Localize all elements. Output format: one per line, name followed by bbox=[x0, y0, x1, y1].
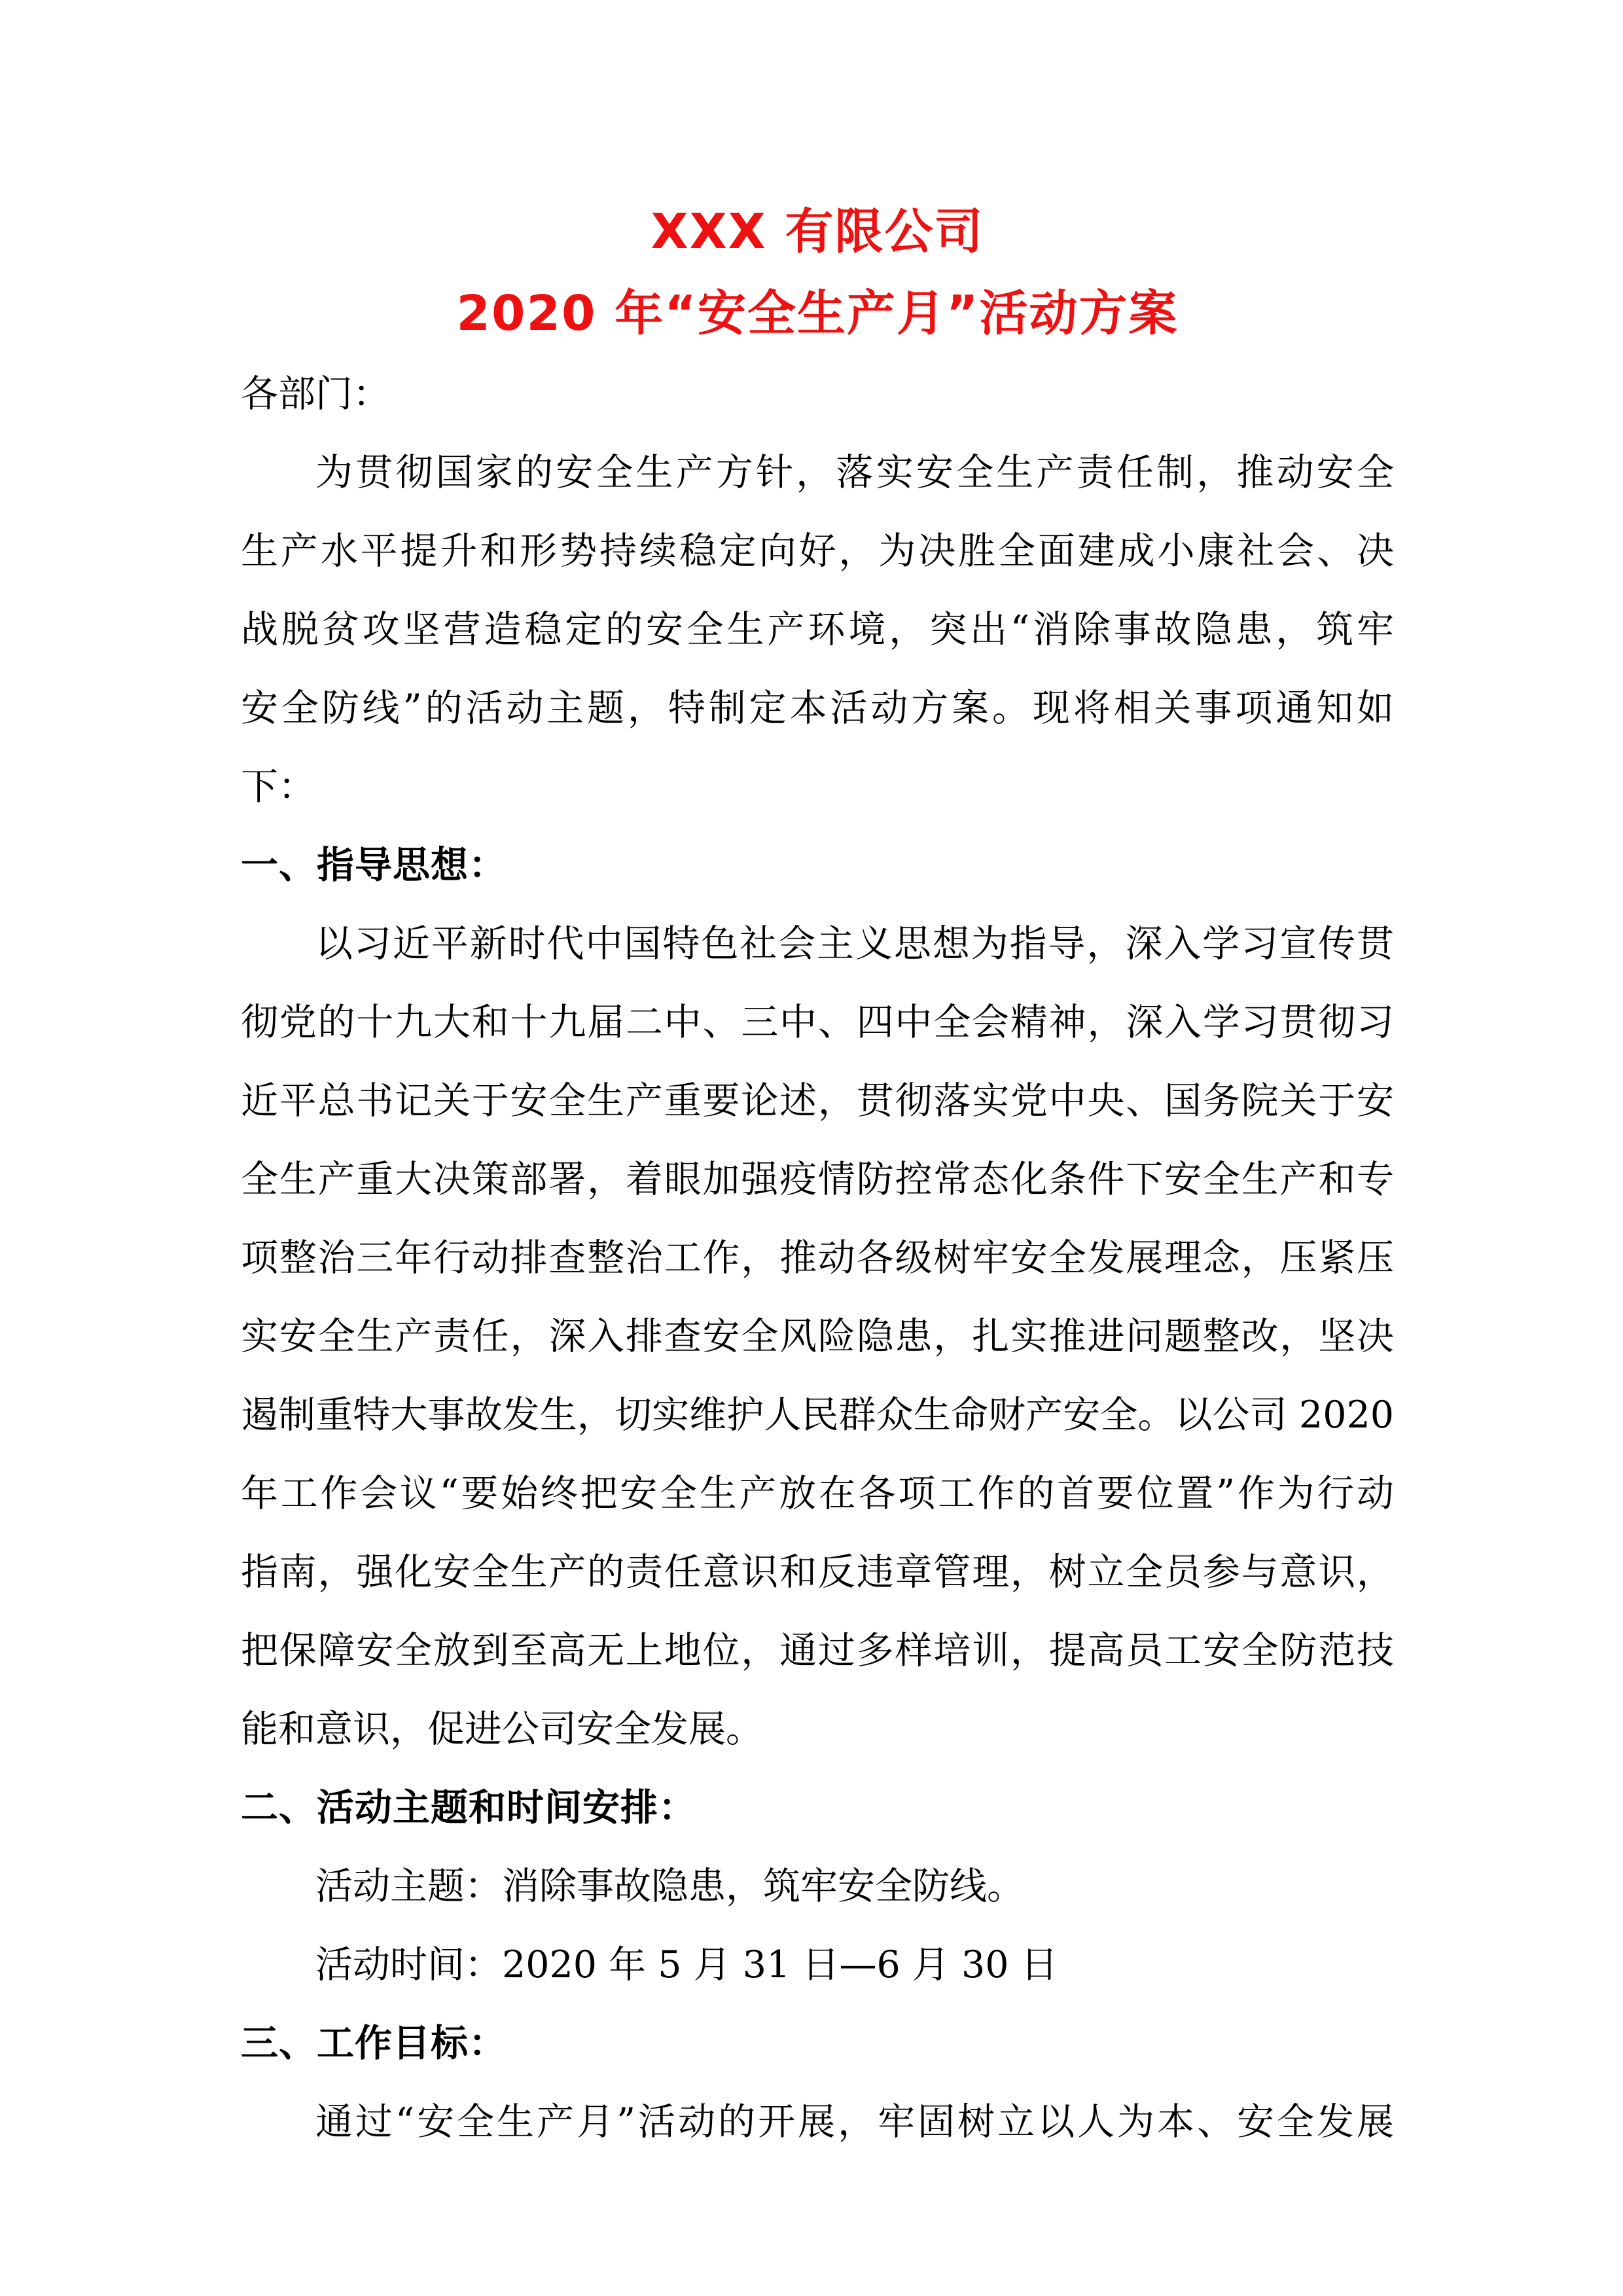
body-line: 能和意识，促进公司安全发展。 bbox=[241, 1708, 763, 1751]
body-line: 活动主题：消除事故隐患，筑牢安全防线。 bbox=[315, 1865, 1024, 1908]
doc-title-plan: 2020 年“安全生产月”活动方案 bbox=[456, 285, 1179, 342]
body-line: 年工作会议“要始终把安全生产放在各项工作的首要位置”作为行动 bbox=[241, 1472, 1394, 1515]
body-line: 把保障安全放到至高无上地位，通过多样培训，提高员工安全防范技 bbox=[241, 1629, 1394, 1672]
body-line: 生产水平提升和形势持续稳定向好，为决胜全面建成小康社会、决 bbox=[241, 529, 1394, 573]
body-line: 近平总书记关于安全生产重要论述，贯彻落实党中央、国务院关于安 bbox=[241, 1079, 1394, 1122]
doc-title-company: XXX 有限公司 bbox=[651, 204, 984, 260]
body-line: 项整治三年行动排查整治工作，推动各级树牢安全发展理念，压紧压 bbox=[241, 1236, 1394, 1280]
section-heading: 二、活动主题和时间安排： bbox=[241, 1785, 696, 1829]
body-line: 战脱贫攻坚营造稳定的安全生产环境，突出“消除事故隐患，筑牢 bbox=[241, 608, 1394, 651]
body-line: 实安全生产责任，深入排查安全风险隐患，扎实推进问题整改，坚决 bbox=[241, 1315, 1394, 1358]
body-line: 安全防线”的活动主题，特制定本活动方案。现将相关事项通知如 bbox=[241, 687, 1394, 730]
body-line: 指南，强化安全生产的责任意识和反违章管理，树立全员参与意识， bbox=[241, 1551, 1394, 1594]
section-heading: 三、工作目标： bbox=[241, 2021, 507, 2065]
body-line: 活动时间：2020 年 5 月 31 日—6 月 30 日 bbox=[315, 1943, 1058, 1986]
body-line: 遏制重特大事故发生，切实维护人民群众生命财产安全。以公司 2020 bbox=[241, 1393, 1394, 1437]
salutation-line: 各部门： bbox=[241, 372, 390, 416]
body-line: 全生产重大决策部署，着眼加强疫情防控常态化条件下安全生产和专 bbox=[241, 1158, 1394, 1201]
body-line: 下： bbox=[241, 765, 315, 808]
section-heading: 一、指导思想： bbox=[241, 843, 507, 887]
body-line: 通过“安全生产月”活动的开展，牢固树立以人为本、安全发展 bbox=[315, 2100, 1394, 2144]
body-line: 彻党的十九大和十九届二中、三中、四中全会精神，深入学习贯彻习 bbox=[241, 1001, 1394, 1044]
body-line: 以习近平新时代中国特色社会主义思想为指导，深入学习宣传贯 bbox=[315, 922, 1394, 965]
body-line: 为贯彻国家的安全生产方针，落实安全生产责任制，推动安全 bbox=[315, 451, 1394, 494]
